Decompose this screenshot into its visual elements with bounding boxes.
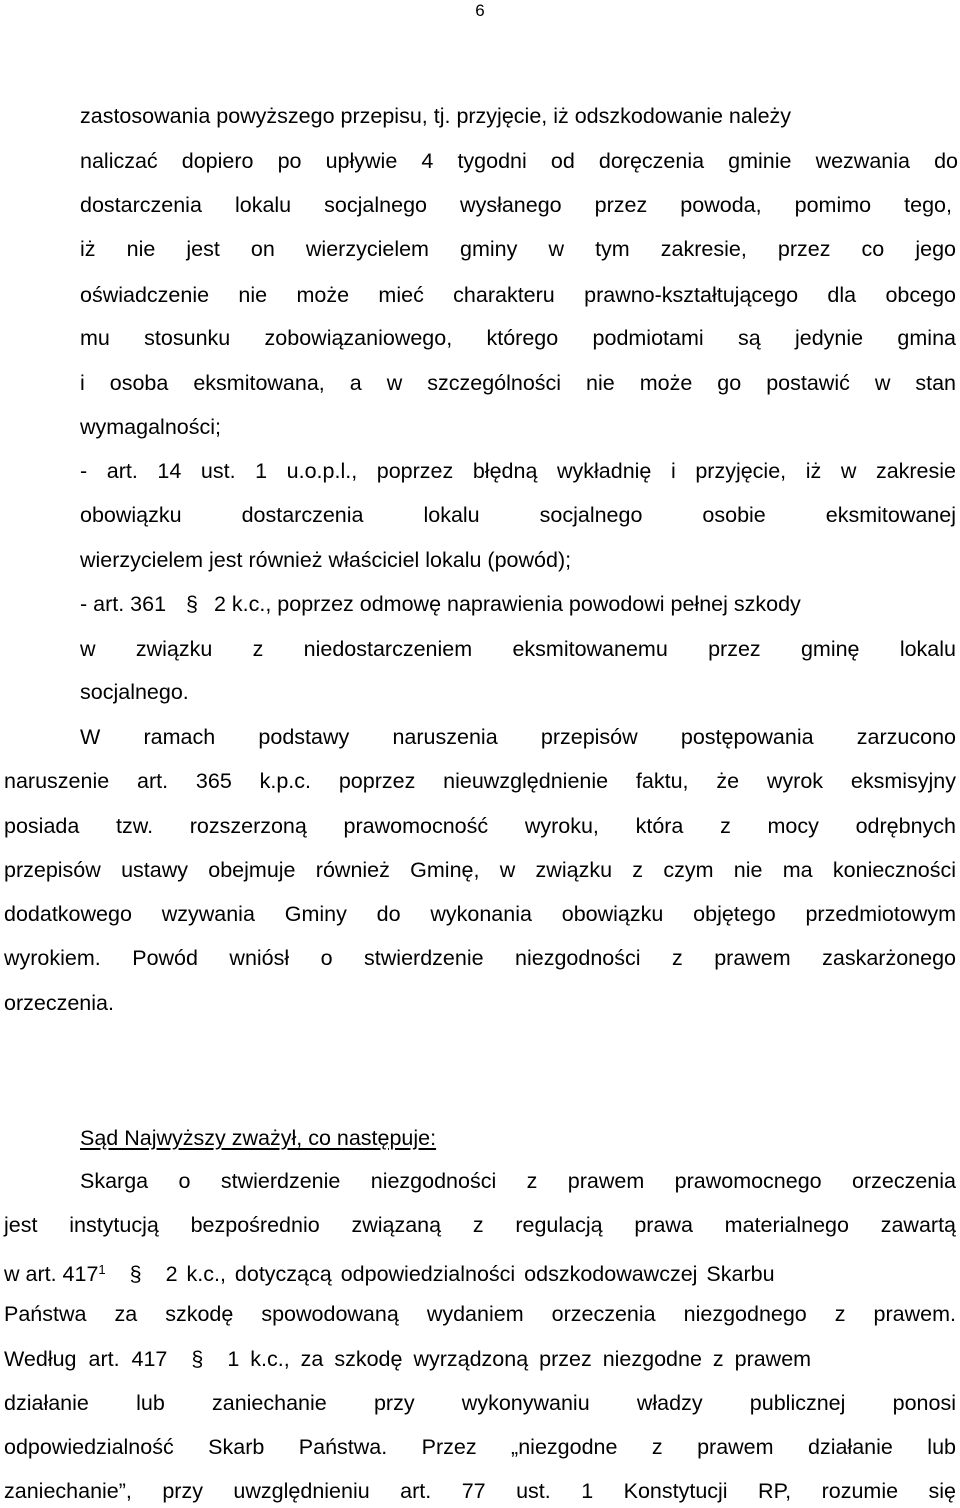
text-line: orzeczenia.: [4, 991, 114, 1015]
text-line: dostarczenia lokalu socjalnego wysłanego przez powoda, pomimo tego,: [80, 193, 952, 217]
text-line-art361: [80, 589, 801, 619]
text-line: wymagalności;: [80, 415, 221, 439]
text-line: oświadczenie nie może mieć charakteru prawno-kształtującego dla obcego: [80, 283, 956, 307]
text-fragment: 1 k.c., za szkodę wyrządzoną przez niezgodne z prawem: [227, 1347, 812, 1371]
text-line: iż nie jest on wierzycielem gminy w tym zakresie, przez co jego: [80, 237, 956, 261]
section-symbol: §: [129, 1262, 142, 1286]
text-line: naliczać dopiero po upływie 4 tygodni od doręczenia gminie wezwania do: [80, 149, 958, 173]
section-symbol: §: [186, 592, 198, 616]
text-line: i osoba eksmitowana, a w szczególności nie może go postawić w stan: [80, 371, 956, 395]
text-line: przepisów ustawy obejmuje również Gminę, w związku z czym nie ma konieczności: [4, 858, 956, 882]
text-line: - art. 14 ust. 1 u.o.p.l., poprzez błędną wykładnię i przyjęcie, iż w zakresie: [80, 459, 956, 483]
text-line-art417: [4, 1255, 956, 1285]
text-line: zaniechanie”, przy uwzględnieniu art. 77 ust. 1 Konstytucji RP, rozumie się: [4, 1479, 956, 1503]
page-number: 6: [475, 1, 485, 20]
text-fragment: Według art. 417: [4, 1347, 168, 1371]
text-fragment: 2 k.c., poprzez odmowę naprawienia powodowi pełnej szkody: [213, 592, 801, 616]
text-line: socjalnego.: [80, 680, 189, 704]
text-fragment: w art. 417: [4, 1262, 99, 1286]
text-line: dodatkowego wzywania Gminy do wykonania obowiązku objętego przedmiotowym: [4, 902, 956, 926]
text-line: naruszenie art. 365 k.p.c. poprzez nieuwzględnienie faktu, że wyrok eksmisyjny: [4, 769, 956, 793]
section-symbol: §: [191, 1347, 204, 1371]
text-line: wierzycielem jest również właściciel lokalu (powód);: [80, 548, 572, 572]
text-line: działanie lub zaniechanie przy wykonywaniu władzy publicznej ponosi: [4, 1391, 956, 1415]
text-line: W ramach podstawy naruszenia przepisów postępowania zarzucono: [80, 725, 956, 749]
text-line: wyrokiem. Powód wniósł o stwierdzenie niezgodności z prawem zaskarżonego: [4, 946, 956, 970]
text-line: w związku z niedostarczeniem eksmitowanemu przez gminę lokalu: [80, 637, 956, 661]
text-line: Skarga o stwierdzenie niezgodności z prawem prawomocnego orzeczenia: [80, 1169, 956, 1193]
text-line: Państwa za szkodę spowodowaną wydaniem orzeczenia niezgodnego z prawem.: [4, 1302, 956, 1326]
text-line: odpowiedzialność Skarb Państwa. Przez „niezgodne z prawem działanie lub: [4, 1435, 956, 1459]
section-heading: Sąd Najwyższy zważył, co następuje:: [80, 1126, 437, 1150]
text-fragment: 2 k.c., dotyczącą odpowiedzialności odszkodowawczej Skarbu: [165, 1262, 775, 1286]
text-fragment: - art. 361: [80, 592, 167, 616]
text-line-art417-2: [4, 1344, 956, 1374]
superscript: 1: [98, 1262, 106, 1277]
text-line: zastosowania powyższego przepisu, tj. przyjęcie, iż odszkodowanie należy: [80, 104, 792, 128]
text-line: obowiązku dostarczenia lokalu socjalnego osobie eksmitowanej: [80, 503, 956, 527]
text-line: mu stosunku zobowiązaniowego, którego podmiotami są jedynie gmina: [80, 326, 956, 350]
text-line: jest instytucją bezpośrednio związaną z regulacją prawa materialnego zawartą: [4, 1213, 956, 1237]
text-line: posiada tzw. rozszerzoną prawomocność wyroku, która z mocy odrębnych: [4, 814, 956, 838]
